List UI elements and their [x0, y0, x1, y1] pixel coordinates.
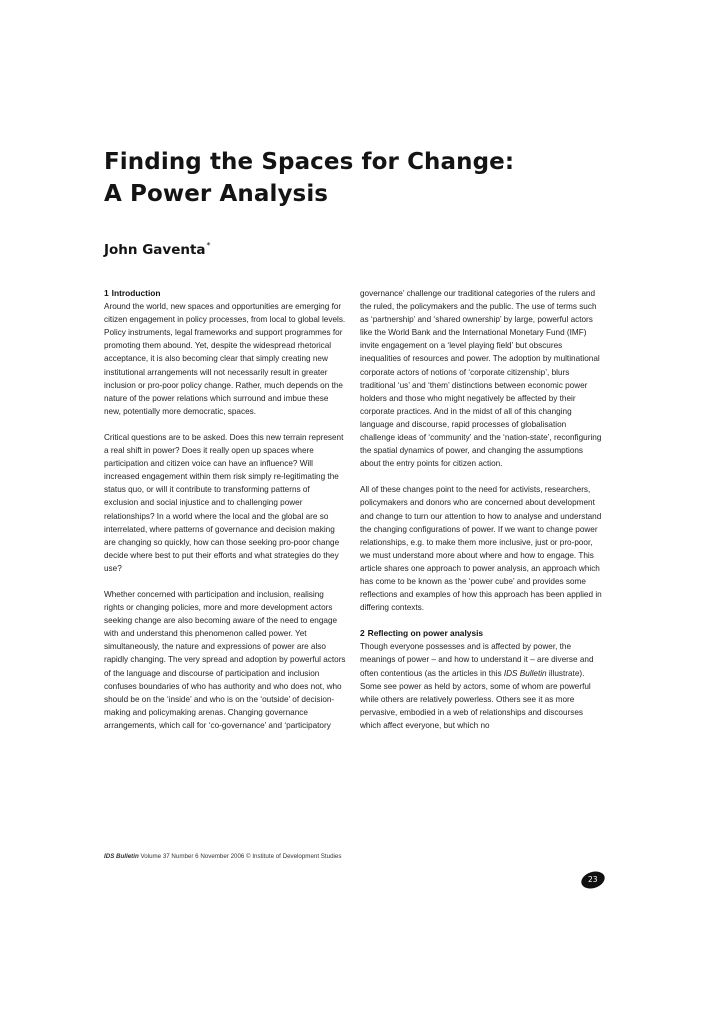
section-number: 1	[104, 288, 109, 298]
left-column	[104, 287, 346, 745]
article-title	[104, 146, 514, 210]
paragraph: Whether concerned with participation and inclusion, realising rights or changing policies, more and more development actors seeking change are also becoming aware of the need to engage with and understand this phenomenon called power. Yet simultaneously, the nature and expressions of power are also rapidly changing. The very spread and adoption by powerful actors of the language and discourse of participation and inclusion confuses boundaries of who has authority and who does not, who should be on the ‘inside’ and who is on the ‘outside’ of decision-making and policymaking arenas. Changing governance arrangements, which call for ‘co-governance’ and ‘participatory	[104, 589, 346, 730]
footer-journal: IDS Bulletin	[104, 853, 139, 860]
paragraph-text: illustrate). Some see power as held by actors, some of whom are powerful while others are relatively powerless. Others see it as more pervasive, embodied in a web of relationships and discourses which affect everyone, but which no	[360, 668, 591, 730]
footer-details: Volume 37 Number 6 November 2006 © Institute of Development Studies	[140, 853, 342, 860]
paragraph-text: Though everyone possesses and is affected by power, the meanings of power – and how to understand it – are diverse and often contentious (as the articles in this	[360, 642, 594, 678]
author-footnote-mark: *	[206, 241, 211, 250]
journal-name-inline: IDS Bulletin	[503, 668, 547, 678]
page-number-badge	[579, 869, 607, 892]
section-heading-introduction	[104, 287, 346, 300]
right-column	[360, 287, 602, 745]
section-number: 2	[360, 628, 365, 639]
section-heading-text: Reflecting on power analysis	[367, 628, 484, 639]
paragraph: Critical questions are to be asked. Does this new terrain represent a real shift in power? Does it really open up spaces where participation and citizen voice can have an influence? Will increased engagement within them risk simply re-legitimating the status quo, or will it contribute to transforming patterns of exclusion and social injustice and to challenging power relationships? In a world where the local and the global are so interrelated, where patterns of governance and decision making are changing so quickly, how can those seeking pro-poor change decide where best to put their efforts and what strategies do they use?	[104, 432, 344, 573]
page-footer	[104, 852, 341, 862]
paragraph: All of these changes point to the need for activists, researchers, policymakers and donors who are concerned about development and change to turn our attention to how to analyse and understand the changing configurations of power. If we want to change power relationships, e.g. to make them more inclusive, just or pro-poor, we must understand more about where and how to engage. This article shares one approach to power analysis, an approach which has come to be known as the ‘power cube’ and provides some reflections and examples of how this approach has been applied in differing contexts.	[360, 485, 602, 613]
author-name-text: John Gaventa	[104, 242, 206, 258]
section-heading-text: Introduction	[111, 288, 161, 298]
section-heading-power-analysis	[360, 627, 602, 640]
article-title-line-1: Finding the Spaces for Change:	[104, 149, 515, 175]
paragraph: Around the world, new spaces and opportunities are emerging for citizen engagement in policy processes, from local to global levels. Policy instruments, legal frameworks and support programmes for promoting them abound. Yet, despite the widespread rhetorical acceptance, it is also becoming clear that simply creating new institutional arrangements will not necessarily result in greater inclusion or pro-poor policy change. Rather, much depends on the nature of the power relations which surround and imbue these new, potentially more democratic, spaces.	[104, 302, 346, 416]
paragraph	[360, 640, 602, 732]
paragraph: governance’ challenge our traditional categories of the rulers and the ruled, the policymakers and the public. The use of terms such as ‘partnership’ and ‘shared ownership’ by large, powerful actors like the World Bank and the International Monetary Fund (IMF) invite engagement on a ‘level playing field’ but obscures inequalities of resources and power. The adoption by multinational corporate actors of notions of ‘corporate citizenship’, blurs traditional ‘us’ and ‘them’ distinctions between economic power holders and those who might negatively be affected by their corporate practices. And in the midst of all of this changing language and discourse, rapid processes of globalisation challenge ideas of ‘community’ and the ‘nation-state’, reconfiguring the spatial dynamics of power, and changing the assumptions about the entry points for citizen action.	[360, 289, 602, 469]
article-title-line-2: A Power Analysis	[104, 181, 329, 207]
page-number: 23	[588, 875, 598, 885]
author-name	[104, 236, 211, 260]
